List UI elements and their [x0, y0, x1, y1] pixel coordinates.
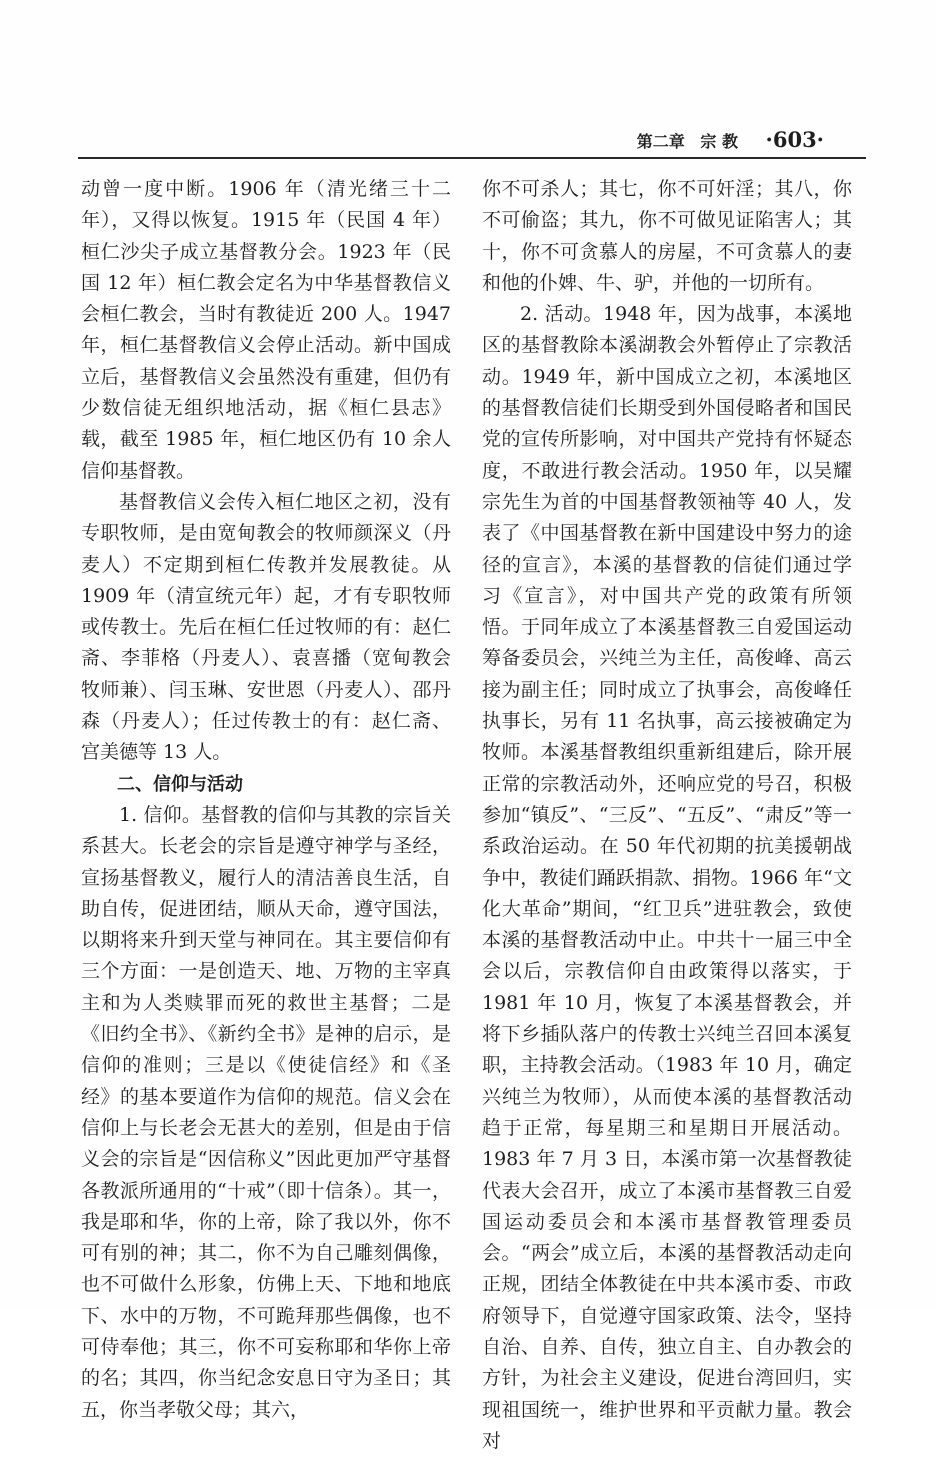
paragraph-activities: 2. 活动。1948 年，因为战事，本溪地区的基督教除本溪湖教会外暂停止了宗教活动。1949 年，新中国成立之初，本溪地区的基督教信徒们长期受到外国侵略者和国民党的宣传所影响，对中国共产党持有怀疑态度，不敢进行教会活动。1950 年，以吴耀宗先生为首的中国基督教领袖等 40 人，发表了《中国基督教在新中国建设中努力的途径的宣言》，本溪的基督教的信徒们通过学习《宣言》，对中国共产党的政策有所领悟。于同年成立了本溪基督教三自爱国运动筹备委员会，兴纯兰为主任，高俊峰、高云接为副主任；同时成立了执事会，高俊峰任执事长，另有 11 名执事，高云接被确定为牧师。本溪基督教组织重新组建后，除开展正常的宗教活动外，还响应党的号召，积极参加“镇反”、“三反”、“五反”、“肃反”等一系政治运动。在 50 年代初期的抗美援朝战争中，教徒们踊跃捐款、捐物。1966 年“文化大革命”期间，“红卫兵”进驻教会，致使本溪的基督教活动中止。中共十一届三中全会以后，宗教信仰自由政策得以落实，于 1981 年 10 月，恢复了本溪基督教会，并将下乡插队落户的传教士兴纯兰召回本溪复职，主持教会活动。（1983 年 10 月，确定兴纯兰为牧师），从而使本溪的基督教活动趋于正常，每星期三和星期日开展活动。1983 年 7 月 3 日，本溪市第一次基督教徒代表大会召开，成立了本溪市基督教三自爱国运动委员会和本溪市基督教管理委员会。“两会”成立后，本溪的基督教活动走向正规，团结全体教徒在中共本溪市委、市政府领导下，自觉遵守国家政策、法令，坚持自治、自养、自传，独立自主、自办教会的方针，为社会主义建设，促进台湾回归，实现祖国统一，维护世界和平贡献力量。教会对 [482, 303, 852, 1452]
left-column [81, 174, 451, 1426]
paragraph-beliefs: 1. 信仰。基督教的信仰与其教的宗旨关系甚大。长老会的宗旨是遵守神学与圣经，宣扬基督教义，履行人的清洁善良生活，自助自传，促进团结，顺从天命，遵守国法，以期将来升到天堂与神同在。其主要信仰有三个方面：一是创造天、地、万物的主宰真主和为人类赎罪而死的救世主基督；二是《旧约全书》、《新约全书》是神的启示，是信仰的准则；三是以《使徒信经》和《圣经》的基本要道作为信仰的规范。信义会在信仰上与长老会无甚大的差别，但是由于信义会的宗旨是“因信称义”因此更加严守基督各教派所通用的“十戒”（即十信条）。其一，我是耶和华，你的上帝，除了我以外，你不可有别的神；其二，你不为自己雕刻偶像，也不可做什么形象，仿佛上天、下地和地底下、水中的万物，不可跪拜那些偶像，也不可侍奉他；其三，你不可妄称耶和华你上帝的名；其四，你当纪念安息日守为圣日；其五，你当孝敬父母；其六， [81, 803, 451, 1421]
header-rule [78, 157, 866, 159]
chapter-label: 第二章 [636, 132, 685, 151]
running-header [637, 127, 824, 152]
chapter-topic: 宗 教 [700, 132, 738, 151]
right-column [482, 174, 852, 1457]
paragraph-commandments-end: 你不可杀人；其七，你不可奸淫；其八，你不可偷盗；其九，你不可做见证陷害人；其十，你不可贪慕人的房屋，不可贪慕人的妻和他的仆婢、牛、驴，并他的一切所有。 [482, 178, 852, 294]
section-heading: 二、信仰与活动 [117, 773, 243, 795]
paragraph-pastors: 基督教信义会传入桓仁地区之初，没有专职牧师，是由宽甸教会的牧师颜深义（丹麦人）不定期到桓仁传教并发展教徒。从 1909 年（清宣统元年）起，才有专职牧师或传教士。先后在桓仁任过牧师的有：赵仁斋、李菲格（丹麦人）、袁喜播（宽甸教会牧师兼）、闫玉琳、安世恩（丹麦人）、邵丹森（丹麦人）；任过传教士的有：赵仁斋、宫美德等 13 人。 [81, 490, 451, 764]
page-number: ·603· [765, 127, 824, 152]
paragraph-continuation: 动曾一度中断。1906 年（清光绪三十二年），又得以恢复。1915 年（民国 4 年）桓仁沙尖子成立基督教分会。1923 年（民国 12 年）桓仁教会定名为中华基督教信义会桓仁教会，当时有教徒近 200 人。1947 年，桓仁基督教信义会停止活动。新中国成立后，基督教信义会虽然没有重建，但仍有少数信徒无组织地活动，据《桓仁县志》载，截至 1985 年，桓仁地区仍有 10 余人信仰基督教。 [81, 178, 451, 482]
